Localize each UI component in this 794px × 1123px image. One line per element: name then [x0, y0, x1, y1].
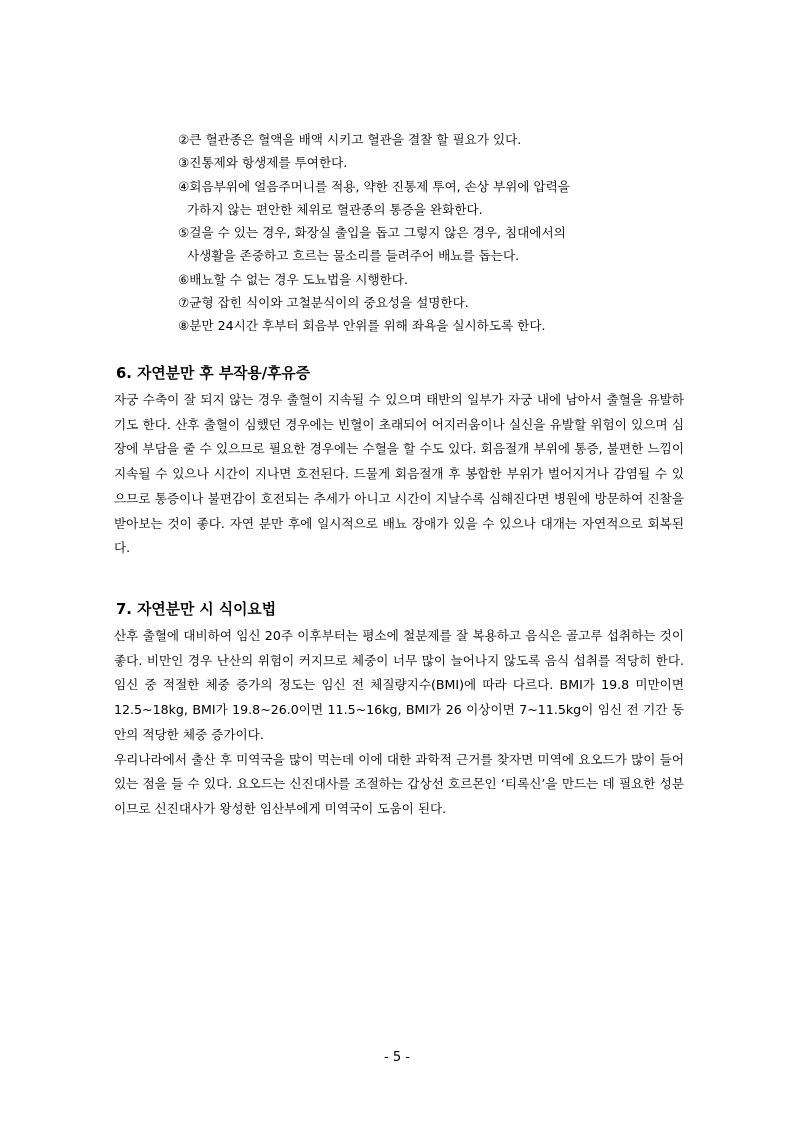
list-item-text: ⑧분만 24시간 후부터 회음부 안위를 위해 좌욕을 실시하도록 한다. — [178, 318, 546, 334]
section-7-paragraph-1: 산후 출혈에 대비하여 임신 20주 이후부터는 평소에 철분제를 잘 복용하고 음식은 골고루 섭취하는 것이 좋다. 비만인 경우 난산의 위험이 커지므로 체중이 너무 많이 늘어나지 않도록 음식 섭취를 적당히 한다. 임신 중 적절한 체중 증가의 정도는 임신 전 체질량지수(BMI)에 따라 다르다. BMI가 19.8 미만이면 12.5~18kg, BMI가 19.8~26.0이면 11.5~16kg, BMI가 26 이상이면 7~11.5kg이 임신 전 기간 동안의 적당한 체중 증가이다. — [114, 628, 684, 742]
list-item-text: ③진통제와 항생제를 투여한다. — [178, 155, 348, 171]
list-item — [178, 175, 684, 222]
list-item — [178, 128, 684, 151]
section-6-paragraph: 자궁 수축이 잘 되지 않는 경우 출혈이 지속될 수 있으며 태반의 일부가 자궁 내에 남아서 출혈을 유발하기도 한다. 산후 출혈이 심했던 경우에는 빈혈이 초래되어 어지러움이나 실신을 유발할 위험이 있으며 심장에 부담을 줄 수 있으므로 필요한 경우에는 수혈을 할 수도 있다. 회음절개 부위에 통증, 불편한 느낌이 지속될 수 있으나 시간이 지나면 호전된다. 드물게 회음절개 후 봉합한 부위가 벌어지거나 감염될 수 있으므로 통증이나 불편감이 호전되는 추세가 아니고 시간이 지날수록 심해진다면 병원에 방문하여 진찰을 받아보는 것이 좋다. 자연 분만 후에 일시적으로 배뇨 장애가 있을 수 있으나 대개는 자연적으로 회복된다. — [114, 392, 684, 556]
list-item-text: ⑤걸을 수 있는 경우, 화장실 출입을 돕고 그렇지 않은 경우, 침대에서의 — [178, 225, 566, 241]
section-7 — [114, 599, 684, 822]
list-item — [178, 268, 684, 291]
list-item-text: ⑦균형 잡힌 식이와 고철분식이의 중요성을 설명한다. — [178, 295, 469, 311]
page-number: - 5 - — [384, 1050, 410, 1065]
care-instructions-list — [178, 128, 684, 338]
section-7-paragraph-2: 우리나라에서 출산 후 미역국을 많이 먹는데 이에 대한 과학적 근거를 찾자면 미역에 요오드가 많이 들어 있는 점을 들 수 있다. 요오드는 신진대사를 조절하는 갑상선 호르몬인 ‘티록신’을 만드는 데 필요한 성분이므로 신진대사가 왕성한 임산부에게 미역국이 도움이 된다. — [114, 751, 684, 816]
list-item-continuation: 사생활을 존중하고 흐르는 물소리를 들려주어 배뇨를 돕는다. — [187, 248, 520, 264]
list-item-text: ②큰 혈관종은 혈액을 배액 시키고 혈관을 결찰 할 필요가 있다. — [178, 132, 522, 147]
list-item-text: ④회음부위에 얼음주머니를 적용, 약한 진통제 투여, 손상 부위에 압력을 — [178, 178, 570, 194]
list-item — [178, 314, 684, 337]
section-7-heading: 7. 자연분만 시 식이요법 — [116, 601, 277, 618]
section-6-heading: 6. 자연분만 후 부작용/후유증 — [116, 365, 311, 382]
list-item — [178, 221, 684, 268]
list-item — [178, 291, 684, 314]
section-6 — [114, 363, 684, 561]
list-item-text: ⑥배뇨할 수 없는 경우 도뇨법을 시행한다. — [178, 271, 408, 287]
list-item — [178, 151, 684, 174]
list-item-continuation: 가하지 않는 편안한 체위로 혈관종의 통증을 완화한다. — [187, 201, 483, 217]
